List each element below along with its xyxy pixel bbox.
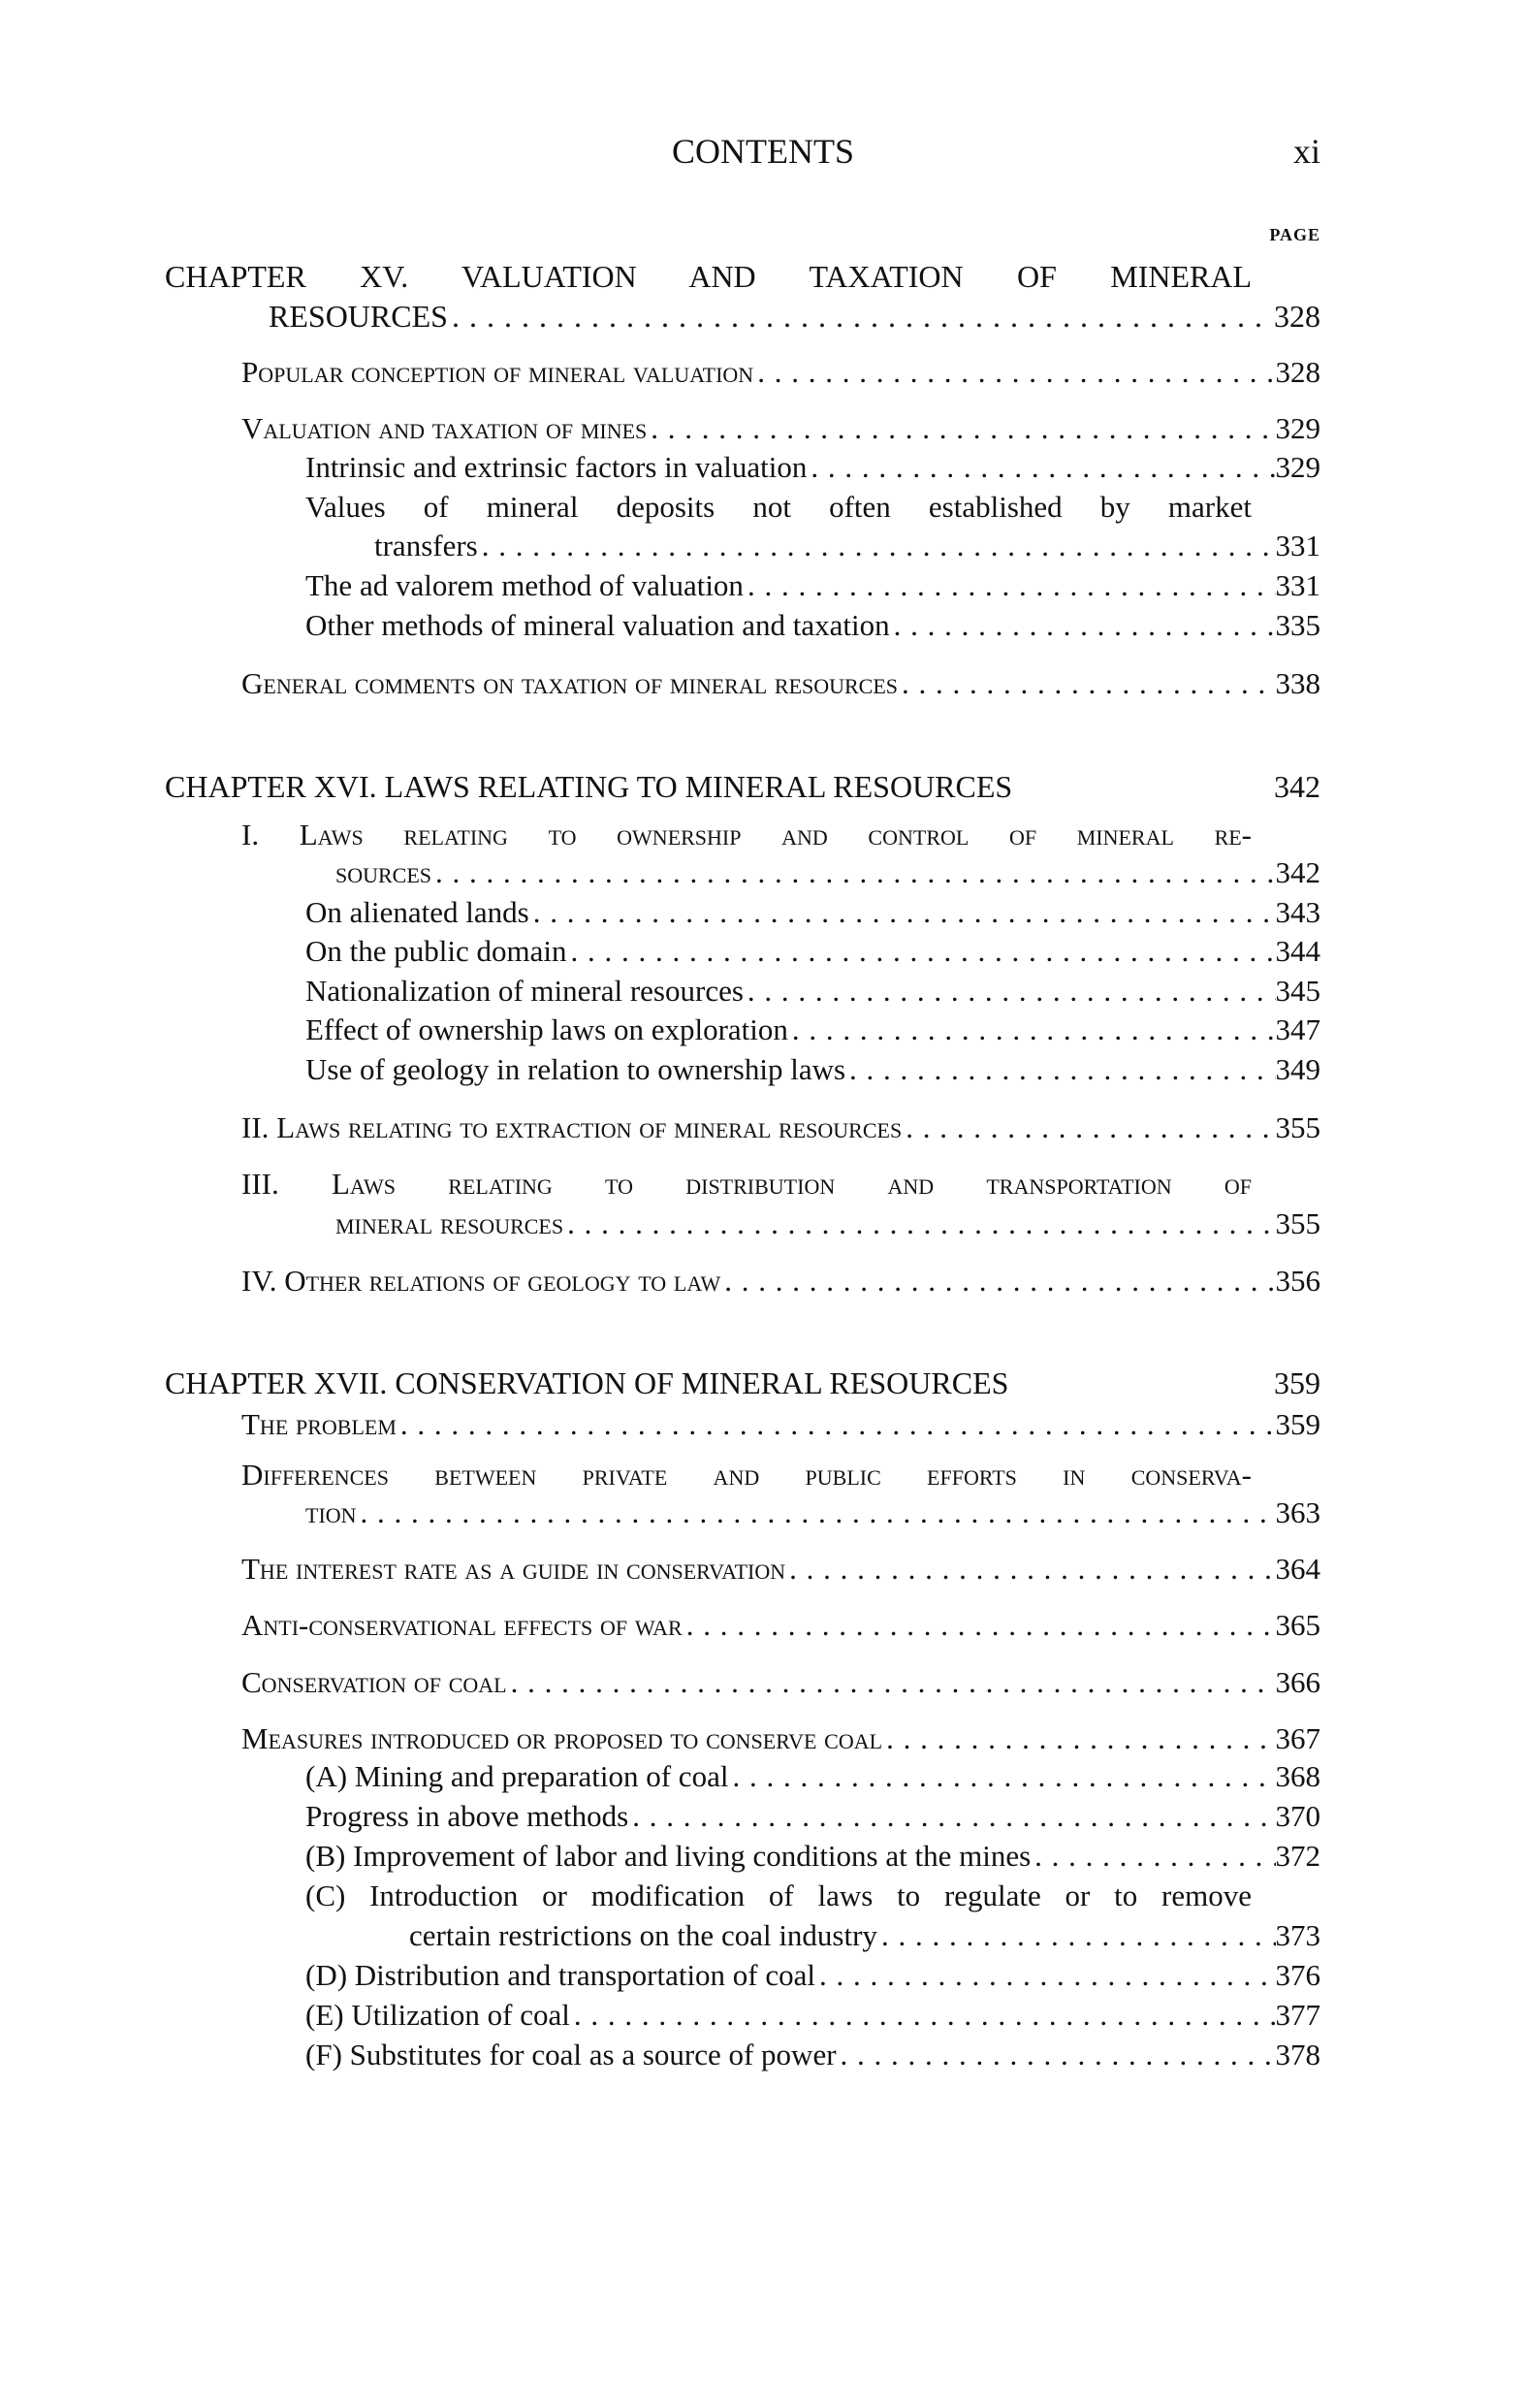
entry-page-number: 328: [1275, 355, 1320, 389]
entry-page-number: 328: [1274, 299, 1320, 334]
entry-title: CHAPTER XVII. CONSERVATION OF MINERAL RESOURCES: [165, 1365, 1009, 1400]
toc-entry: [305, 1493, 1320, 1532]
dot-leader: [566, 932, 1275, 971]
toc-entry: [241, 1719, 1320, 1758]
dot-leader: [628, 1797, 1275, 1836]
dot-leader: [563, 1204, 1275, 1243]
entry-page-number: 378: [1275, 2038, 1320, 2071]
entry-title: II. Laws relating to extraction of mineral resources: [241, 1110, 903, 1144]
entry-title: The problem: [241, 1407, 397, 1441]
entry-title: Effect of ownership laws on exploration: [305, 1012, 788, 1046]
entry-page-number: 342: [1275, 855, 1320, 889]
toc-entry: [305, 1996, 1320, 2035]
dot-leader: [877, 1916, 1276, 1955]
entry-page-number: 331: [1275, 568, 1320, 602]
toc-entry: [305, 1877, 1252, 1915]
toc-entry: [335, 1204, 1320, 1243]
toc-entry: [305, 1050, 1320, 1089]
toc-entry: [305, 893, 1320, 932]
dot-leader: [683, 1606, 1276, 1645]
entry-page-number: 359: [1274, 1365, 1320, 1400]
toc-entry: [305, 488, 1252, 527]
toc-entry: [305, 1797, 1320, 1836]
entry-title: (A) Mining and preparation of coal: [305, 1759, 729, 1793]
entry-title: Progress in above methods: [305, 1799, 629, 1833]
toc-entry: [241, 1606, 1320, 1645]
entry-page-number: 349: [1275, 1052, 1320, 1086]
entry-page-number: 365: [1275, 1608, 1320, 1642]
entry-page-number: 345: [1275, 974, 1320, 1008]
entry-title: Conservation of coal: [241, 1665, 507, 1699]
entry-page-number: 347: [1275, 1012, 1320, 1046]
chapter-entry: [165, 1364, 1320, 1402]
entry-page-number: 364: [1275, 1552, 1320, 1586]
dot-leader: [845, 1050, 1275, 1089]
toc-entry: [305, 972, 1320, 1011]
entry-title: The ad valorem method of valuation: [305, 568, 744, 602]
dot-leader: [882, 1719, 1275, 1758]
dot-leader: [431, 853, 1275, 892]
entry-title: On alienated lands: [305, 895, 529, 929]
entry-title: (D) Distribution and transportation of coal: [305, 1958, 816, 1992]
dot-leader: [720, 1262, 1275, 1300]
entry-title: The interest rate as a guide in conservation: [241, 1552, 786, 1586]
toc-entry: [241, 816, 1252, 854]
entry-title: Values of mineral deposits not often established by market: [305, 490, 1252, 524]
entry-title: (B) Improvement of labor and living conditions at the mines: [305, 1839, 1032, 1873]
entry-title: Anti-conservational effects of war: [241, 1608, 683, 1642]
toc-entry: [305, 1956, 1320, 1995]
entry-page-number: 376: [1275, 1958, 1320, 1992]
entry-title: Nationalization of mineral resources: [305, 974, 744, 1008]
toc-entry: [305, 1757, 1320, 1796]
entry-page-number: 343: [1275, 895, 1320, 929]
entry-title: On the public domain: [305, 934, 567, 968]
toc-entry: [241, 1550, 1320, 1589]
entry-title: (C) Introduction or modification of laws to regulate or to remove: [305, 1878, 1252, 1912]
toc-entry: [305, 1837, 1320, 1876]
entry-page-number: 342: [1274, 769, 1320, 804]
dot-leader: [890, 606, 1276, 645]
entry-title: (E) Utilization of coal: [305, 1998, 570, 2032]
entry-title: Measures introduced or proposed to conserve coal: [241, 1721, 883, 1755]
dot-leader: [815, 1956, 1275, 1995]
entry-page-number: 338: [1275, 666, 1320, 700]
entry-title: General comments on taxation of mineral resources: [241, 666, 899, 700]
toc-entry: [241, 1663, 1320, 1702]
entry-page-number: 331: [1275, 529, 1320, 562]
toc-entry: [409, 1916, 1320, 1955]
toc-entry: [305, 932, 1320, 971]
toc-entry: [305, 606, 1320, 645]
chapter-entry: [165, 767, 1320, 806]
entry-page-number: 344: [1275, 934, 1320, 968]
dot-leader: [837, 2036, 1276, 2074]
entry-page-number: 355: [1275, 1110, 1320, 1144]
dot-leader: [807, 448, 1275, 487]
entry-title: (F) Substitutes for coal as a source of power: [305, 2038, 837, 2071]
entry-page-number: 377: [1275, 1998, 1320, 2032]
toc-entry: [241, 1405, 1320, 1444]
toc-entry: [335, 853, 1320, 892]
toc-entry: [241, 1262, 1320, 1300]
entry-page-number: 329: [1275, 411, 1320, 445]
toc-entry: [241, 353, 1320, 392]
toc-entry: [241, 1108, 1320, 1147]
entry-page-number: 359: [1275, 1407, 1320, 1441]
entry-page-number: 372: [1275, 1839, 1320, 1873]
entry-title: Intrinsic and extrinsic factors in valuation: [305, 450, 808, 484]
entry-title: Valuation and taxation of mines: [241, 411, 648, 445]
toc-entry: [305, 2036, 1320, 2074]
dot-leader: [898, 664, 1275, 703]
entry-title: CHAPTER XVI. LAWS RELATING TO MINERAL RESOURCES: [165, 769, 1013, 804]
entry-title: tion: [305, 1495, 357, 1529]
entry-page-number: 355: [1275, 1206, 1320, 1240]
entry-title: mineral resources: [335, 1206, 564, 1240]
entry-title: certain restrictions on the coal industry: [409, 1918, 877, 1952]
entry-page-number: 329: [1275, 450, 1320, 484]
dot-leader: [753, 353, 1275, 392]
entry-page-number: 356: [1275, 1264, 1320, 1298]
chapter-entry: [165, 257, 1252, 296]
entry-title: IV. Other relations of geology to law: [241, 1264, 721, 1298]
dot-leader: [785, 1550, 1275, 1589]
entry-page-number: 363: [1275, 1495, 1320, 1529]
chapter-entry: [269, 297, 1320, 336]
dot-leader: [478, 527, 1276, 565]
entry-page-number: 366: [1275, 1665, 1320, 1699]
entry-title: sources: [335, 855, 432, 889]
dot-leader: [744, 972, 1276, 1011]
dot-leader: [728, 1757, 1275, 1796]
dot-leader: [507, 1663, 1276, 1702]
entry-title: RESOURCES: [269, 299, 448, 334]
dot-leader: [744, 566, 1276, 605]
toc-entry: [241, 1165, 1252, 1204]
toc-entry: [241, 1456, 1252, 1494]
entry-page-number: 367: [1275, 1721, 1320, 1755]
entry-page-number: 373: [1275, 1918, 1320, 1952]
entry-title: transfers: [374, 529, 478, 562]
dot-leader: [397, 1405, 1276, 1444]
page-column-label: PAGE: [1269, 225, 1320, 244]
entry-title: CHAPTER XV. VALUATION AND TAXATION OF MINERAL: [165, 259, 1252, 294]
dot-leader: [570, 1996, 1276, 2035]
toc-entry: [374, 527, 1320, 565]
dot-leader: [1031, 1837, 1275, 1876]
toc-entry: [241, 409, 1320, 448]
entry-title: III. Laws relating to distribution and transportation of: [241, 1167, 1252, 1201]
dot-leader: [647, 409, 1275, 448]
entry-page-number: 370: [1275, 1799, 1320, 1833]
entry-page-number: 335: [1275, 608, 1320, 642]
toc-entry: [305, 1011, 1320, 1049]
entry-title: Differences between private and public efforts in conserva-: [241, 1458, 1252, 1492]
running-title: CONTENTS: [672, 132, 854, 171]
entry-title: Other methods of mineral valuation and taxation: [305, 608, 890, 642]
page-number: xi: [1292, 132, 1320, 171]
toc-entry: [241, 664, 1320, 703]
dot-leader: [357, 1493, 1276, 1532]
entry-title: Use of geology in relation to ownership laws: [305, 1052, 846, 1086]
toc-entry: [305, 448, 1320, 487]
dot-leader: [529, 893, 1276, 932]
dot-leader: [788, 1011, 1276, 1049]
entry-title: I. Laws relating to ownership and control of mineral re-: [241, 818, 1252, 851]
toc-entry: [305, 566, 1320, 605]
entry-page-number: 368: [1275, 1759, 1320, 1793]
dot-leader: [902, 1108, 1275, 1147]
entry-title: Popular conception of mineral valuation: [241, 355, 754, 389]
dot-leader: [448, 297, 1274, 336]
